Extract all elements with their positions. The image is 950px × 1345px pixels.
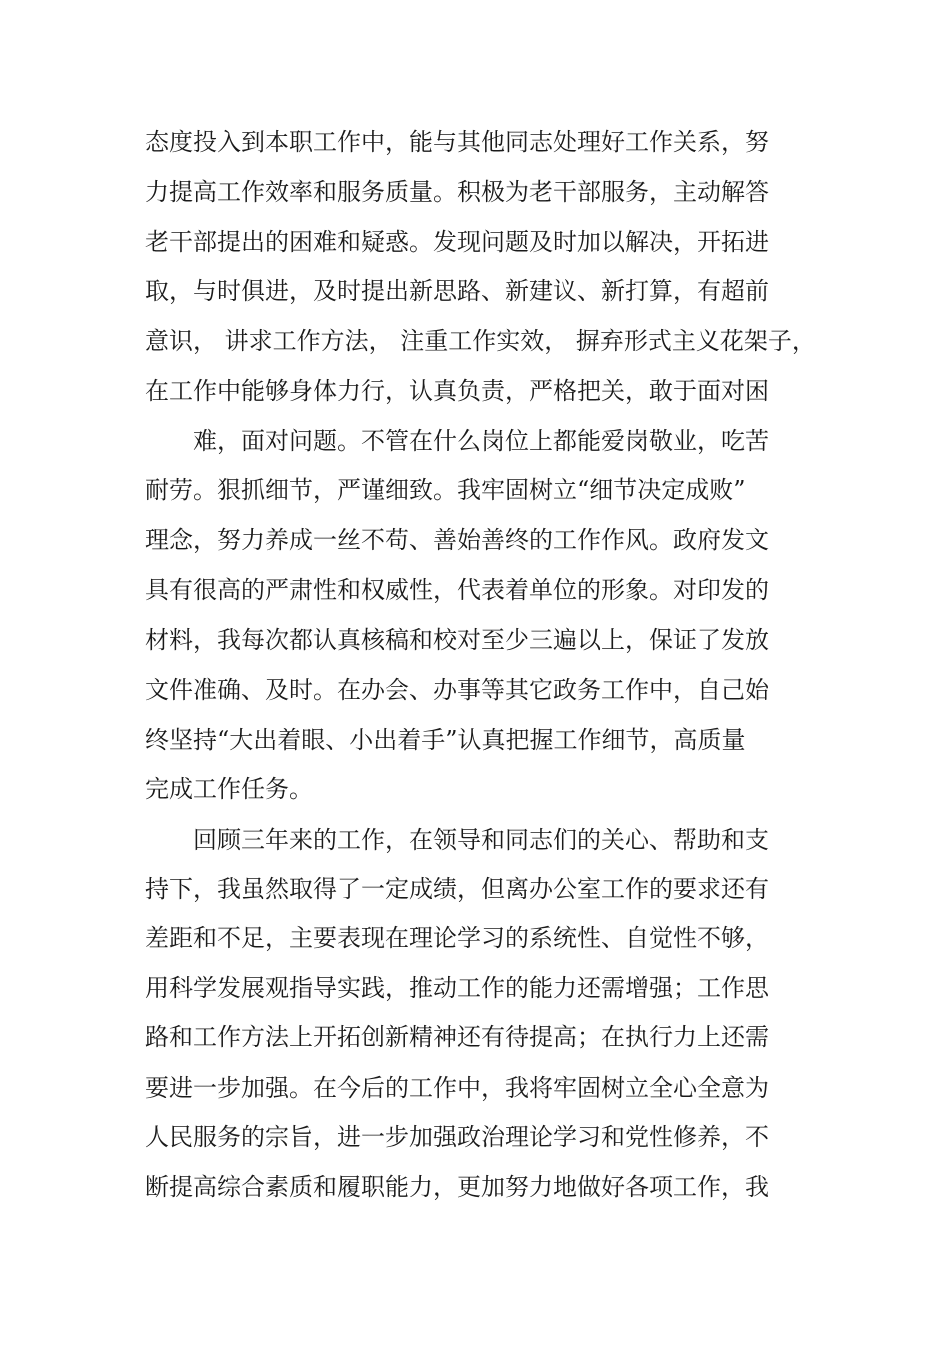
text-line: 差距和不足，主要表现在理论学习的系统性、自觉性不够， [145,924,769,952]
text-line: 在工作中能够身体力行，认真负责，严格把关，敢于面对困 [145,377,769,405]
text-line: 持下，我虽然取得了一定成绩，但离办公室工作的要求还有 [145,875,769,903]
text-line: 力提高工作效率和服务质量。积极为老干部服务，主动解答 [145,178,769,206]
text-line: 材料，我每次都认真核稿和校对至少三遍以上，保证了发放 [145,626,769,654]
text-line: 具有很高的严肃性和权威性，代表着单位的形象。对印发的 [145,576,769,604]
text-line: 完成工作任务。 [145,775,313,803]
text-line: 断提高综合素质和履职能力，更加努力地做好各项工作，我 [145,1173,769,1201]
text-line: 老干部提出的困难和疑惑。发现问题及时加以解决，开拓进 [145,228,769,256]
text-line: 耐劳。狠抓细节，严谨细致。我牢固树立“细节决定成败” [145,476,746,504]
text-line: 文件准确、及时。在办会、办事等其它政务工作中，自己始 [145,676,769,704]
text-line: 要进一步加强。在今后的工作中，我将牢固树立全心全意为 [145,1074,769,1102]
text-line: 终坚持“大出着眼、小出着手”认真把握工作细节，高质量 [145,726,746,754]
text-line: 理念，努力养成一丝不苟、善始善终的工作作风。政府发文 [145,526,769,554]
text-line: 人民服务的宗旨，进一步加强政治理论学习和党性修养，不 [145,1123,769,1151]
paragraph-start-line: 回顾三年来的工作，在领导和同志们的关心、帮助和支 [193,826,769,854]
text-line: 意识， 讲求工作方法， 注重工作实效， 摒弃形式主义花架子， [145,327,816,355]
text-line-indented: 难，面对问题。不管在什么岗位上都能爱岗敬业，吃苦 [193,427,769,455]
text-line: 用科学发展观指导实践，推动工作的能力还需增强；工作思 [145,974,769,1002]
text-line: 路和工作方法上开拓创新精神还有待提高；在执行力上还需 [145,1023,769,1051]
text-line: 态度投入到本职工作中，能与其他同志处理好工作关系，努 [145,128,769,156]
text-line: 取，与时俱进，及时提出新思路、新建议、新打算，有超前 [145,277,769,305]
